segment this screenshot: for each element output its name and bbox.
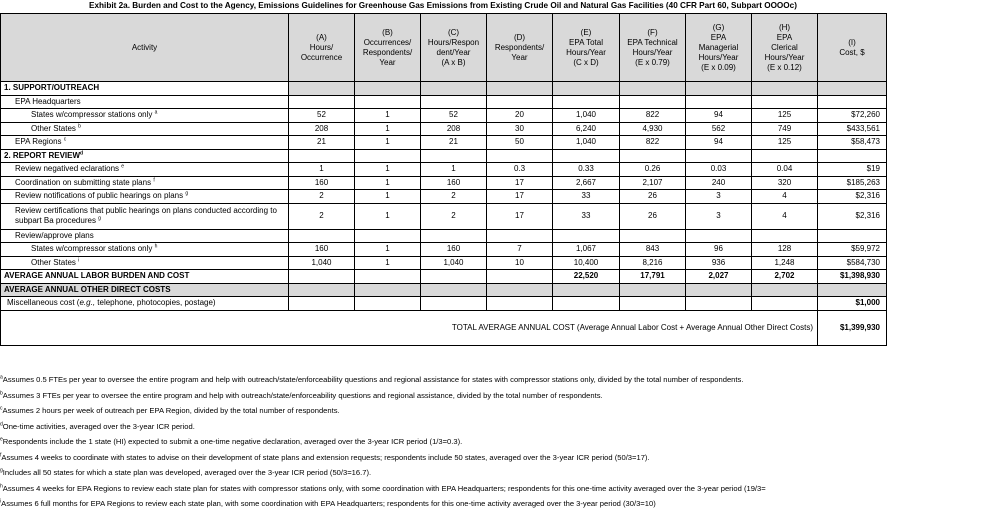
cell-i: $19 [818,163,887,177]
cell-h: 128 [752,243,818,257]
cell-g: 240 [686,176,752,190]
footnote: $^i$Assumes 6 full months for EPA Regions to review each state plan, with some coordination with EPA Headquarters; respondents for this one-time activity averaged over the 3-year period (30/3=10) [0,498,656,508]
cell-i: $584,730 [818,256,887,270]
col-header-g: (G) EPA Managerial Hours/Year (E x 0.09) [686,14,752,82]
row-label: Coordination on submitting state plans $^f$ [1,176,289,190]
cell-a: 2 [289,203,355,229]
section-row-other-direct [1,283,887,297]
cell-c: 160 [421,176,487,190]
row-label: Review negatived eclarations $^e$ [1,163,289,177]
cell-i: $2,316 [818,190,887,204]
cell-b: 1 [355,136,421,150]
cell-e: 33 [553,190,620,204]
cell-g: 562 [686,122,752,136]
cell-g: 0.03 [686,163,752,177]
cell-a: 160 [289,176,355,190]
row-label: EPA Headquarters [1,95,289,109]
col-header-d: (D) Respondents/ Year [487,14,553,82]
row-label: States w/compressor stations only $^a$ [1,109,289,123]
cell-f: 0.26 [620,163,686,177]
cell-b: 1 [355,163,421,177]
cell-f: 8,216 [620,256,686,270]
cell-a: 1 [289,163,355,177]
cell-g: 94 [686,109,752,123]
footnote: $^f$Assumes 4 weeks to coordinate with states to advise on their development of state plans and extension requests; respondents include 50 states, averaged over the 3-year ICR period (50/3=17). [0,451,650,462]
row-label: AVERAGE ANNUAL LABOR BURDEN AND COST [1,270,289,284]
cell-h: 0.04 [752,163,818,177]
cell-f: 843 [620,243,686,257]
cell-c: 208 [421,122,487,136]
cell-h: 1,248 [752,256,818,270]
footnote: $^b$Assumes 3 FTEs per year to oversee the entire program and help with outreach/state/enforceability questions and regional assistance, divided by the total number of respondents. [0,389,603,400]
cell-h: 320 [752,176,818,190]
cell-d: 0.3 [487,163,553,177]
footnote: $^g$Includes all 50 states for which a state plan was developed, averaged over the 3-year ICR period (50/3=16.7). [0,467,372,477]
cell-h: 749 [752,122,818,136]
cell-f: 4,930 [620,122,686,136]
cell-b: 1 [355,243,421,257]
footnotes [0,372,982,512]
cell-a: 2 [289,190,355,204]
cell-d: 17 [487,203,553,229]
row-label: Review/approve plans [1,229,289,243]
row-label: Other States $^i$ [1,256,289,270]
cell-e: 0.33 [553,163,620,177]
col-header-c: (C) Hours/Respon dent/Year (A x B) [421,14,487,82]
section-row-support [1,82,887,96]
col-header-activity: Activity [1,14,289,82]
cell-e: 33 [553,203,620,229]
cell-e: 6,240 [553,122,620,136]
footnote: $^c$Assumes 2 hours per week of outreach per EPA Region, divided by the total number of respondents. [0,405,340,415]
cell-e: 1,067 [553,243,620,257]
cell-e: 2,667 [553,176,620,190]
table-row [1,109,887,123]
cell-h: 125 [752,136,818,150]
cell-a: 52 [289,109,355,123]
cell-g: 936 [686,256,752,270]
cell-g: 3 [686,190,752,204]
cell-g: 2,027 [686,270,752,284]
cell-f: 2,107 [620,176,686,190]
table-row [1,256,887,270]
col-header-i: (I) Cost, $ [818,14,887,82]
cell-c: 2 [421,190,487,204]
footnote: $^e$Respondents include the 1 state (HI) expected to submit a one-time negative declaration, averaged over the 3-year ICR period (1/3=0.3). [0,436,463,446]
cell-f: 17,791 [620,270,686,284]
table-row-review-approve [1,229,887,243]
cell-e: 1,040 [553,136,620,150]
cell-d: 30 [487,122,553,136]
row-label: Review certifications that public hearings on plans conducted according to subpart Ba procedures $^g$ [1,203,289,229]
cell-e: 22,520 [553,270,620,284]
cell-f: 26 [620,203,686,229]
grand-total-row [1,310,887,345]
cell-d: 17 [487,190,553,204]
cell-c: 52 [421,109,487,123]
cell-h: 4 [752,203,818,229]
total-label: TOTAL AVERAGE ANNUAL COST (Average Annual Labor Cost + Average Annual Other Direct Costs) [1,310,818,345]
cell-i: $185,263 [818,176,887,190]
cell-e: 1,040 [553,109,620,123]
col-header-b: (B) Occurrences/ Respondents/ Year [355,14,421,82]
cell-a: 160 [289,243,355,257]
cell-b: 1 [355,190,421,204]
cell-i: $433,561 [818,122,887,136]
cell-f: 822 [620,136,686,150]
cell-a: 208 [289,122,355,136]
exhibit-title: Exhibit 2a. Burden and Cost to the Agency, Emissions Guidelines for Greenhouse Gas Emissions from Existing Crude Oil and Natural Gas Facilities (40 CFR Part 60, Subpart OOOOc) [89,1,797,10]
cell-g: 94 [686,136,752,150]
cell-c: 1,040 [421,256,487,270]
burden-cost-table [0,13,887,346]
cell-g: 3 [686,203,752,229]
cell-d: 7 [487,243,553,257]
section-row-report [1,149,887,163]
cell-c: 2 [421,203,487,229]
cell-f: 822 [620,109,686,123]
table-row [1,243,887,257]
table-row [1,203,887,229]
col-header-a: (A) Hours/ Occurrence [289,14,355,82]
cell-d: 17 [487,176,553,190]
cell-c: 21 [421,136,487,150]
row-label: Miscellaneous cost (e.g., telephone, photocopies, postage) [1,297,289,311]
row-label: Other States $^b$ [1,122,289,136]
table-row [1,176,887,190]
row-label: Review notifications of public hearings on plans $^g$ [1,190,289,204]
total-cost: $1,399,930 [818,310,887,345]
cell-b: 1 [355,176,421,190]
section-label: AVERAGE ANNUAL OTHER DIRECT COSTS [1,283,289,297]
row-label: EPA Regions $^c$ [1,136,289,150]
cell-i: $58,473 [818,136,887,150]
cell-b: 1 [355,203,421,229]
table-row [1,190,887,204]
section-label: 2. REPORT REVIEW$^d$ [1,149,289,163]
cell-i: $72,260 [818,109,887,123]
cell-b: 1 [355,256,421,270]
footnote: $^d$One-time activities, averaged over the 3-year ICR period. [0,420,195,431]
cell-f: 26 [620,190,686,204]
footnote: $^a$Assumes 0.5 FTEs per year to oversee the entire program and help with outreach/state/enforceability questions and regional assistance for states with compressor stations only, divided by the total number of respondents. [0,374,744,384]
cell-i: $59,972 [818,243,887,257]
cell-a: 1,040 [289,256,355,270]
col-header-f: (F) EPA Technical Hours/Year (E x 0.79) [620,14,686,82]
cell-c: 160 [421,243,487,257]
table-row [1,136,887,150]
misc-cost-row [1,297,887,311]
cell-c: 1 [421,163,487,177]
cell-d: 10 [487,256,553,270]
cell-i: $2,316 [818,203,887,229]
col-header-h: (H) EPA Clerical Hours/Year (E x 0.12) [752,14,818,82]
cell-b: 1 [355,109,421,123]
header-row [1,14,887,82]
cell-h: 125 [752,109,818,123]
table-row [1,163,887,177]
cell-b: 1 [355,122,421,136]
table-row-epa-hq [1,95,887,109]
table-row [1,122,887,136]
cell-h: 4 [752,190,818,204]
cell-a: 21 [289,136,355,150]
labor-total-row [1,270,887,284]
cell-d: 50 [487,136,553,150]
col-header-e: (E) EPA Total Hours/Year (C x D) [553,14,620,82]
cell-i: $1,398,930 [818,270,887,284]
cell-h: 2,702 [752,270,818,284]
cell-i: $1,000 [818,297,887,311]
section-label: 1. SUPPORT/OUTREACH [1,82,289,96]
row-label: States w/compressor stations only $^h$ [1,243,289,257]
cell-e: 10,400 [553,256,620,270]
cell-d: 20 [487,109,553,123]
cell-g: 96 [686,243,752,257]
footnote: $^h$Assumes 4 weeks for EPA Regions to review each state plan for states with compressor stations only, with some coordination with EPA Headquarters; respondents for this one-time activity averaged over the 3-year period (19/3= [0,482,766,493]
